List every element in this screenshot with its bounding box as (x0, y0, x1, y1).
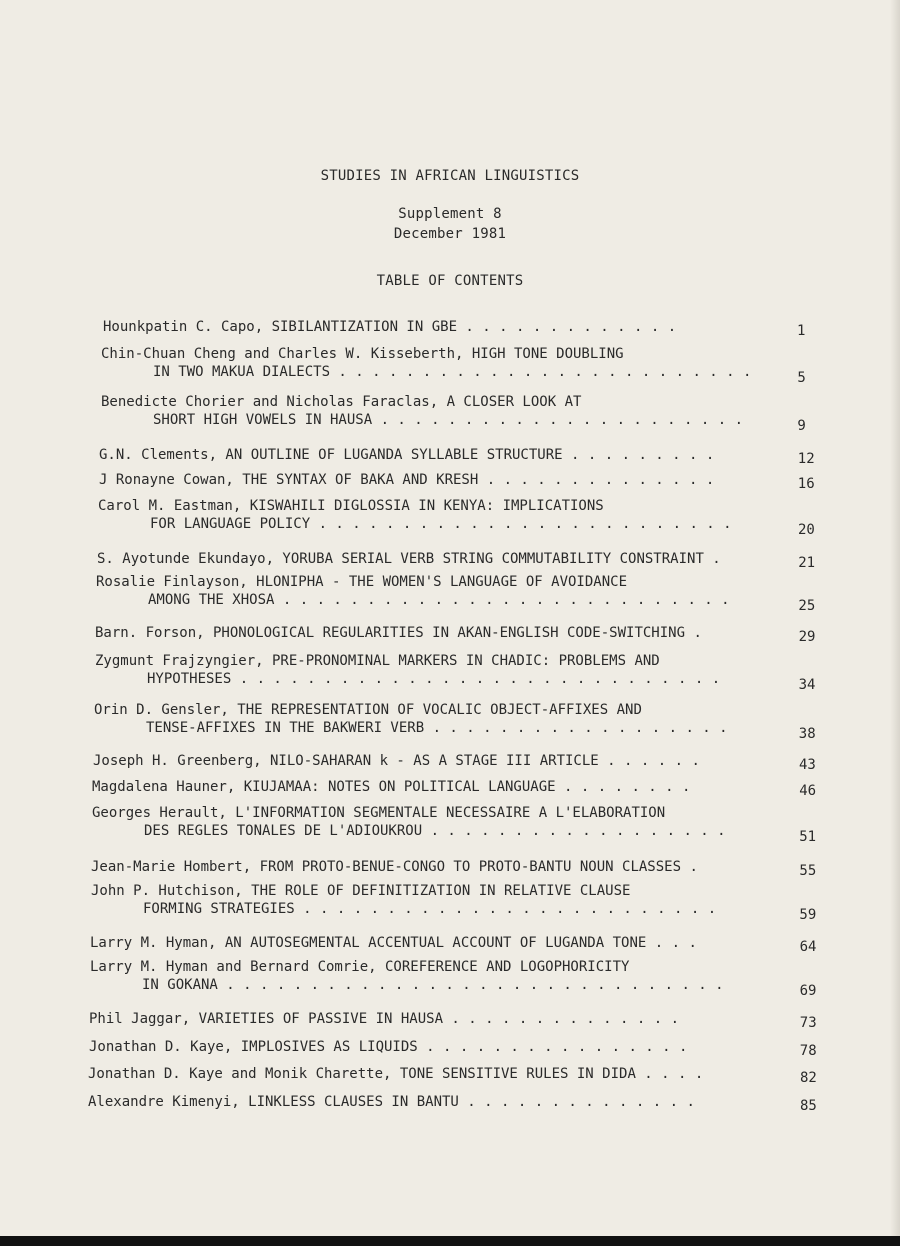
toc-entry (94, 701, 728, 737)
toc-page-number: 46 (799, 783, 817, 799)
toc-entry (101, 345, 751, 381)
toc-entry-title-continued: FOR LANGUAGE POLICY . . . . . . . . . . . . . . . . . . . . . . . . . (150, 516, 732, 532)
toc-entry-title-continued: DES REGLES TONALES DE L'ADIOUKROU . . . . . . . . . . . . . . . . . . (144, 823, 726, 839)
issue-date: December 1981 (393, 226, 507, 242)
toc-entry-title-continued: HYPOTHESES . . . . . . . . . . . . . . . . . . . . . . . . . . . . . (147, 671, 721, 687)
toc-entry (92, 804, 726, 840)
toc-entry-title: Chin-Chuan Cheng and Charles W. Kisseberth, HIGH TONE DOUBLING (101, 346, 624, 362)
toc-entry-title-continued: FORMING STRATEGIES . . . . . . . . . . . . . . . . . . . . . . . . . (143, 901, 717, 917)
toc-entry-title: Hounkpatin C. Capo, SIBILANTIZATION IN GBE . . . . . . . . . . . . . (103, 319, 677, 335)
toc-entry (97, 550, 721, 568)
toc-entry (89, 1038, 687, 1056)
toc-entry (90, 934, 697, 952)
toc-page-number: 38 (798, 726, 816, 742)
toc-entry-title: Joseph H. Greenberg, NILO-SAHARAN k - AS A STAGE III ARTICLE . . . . . . (93, 753, 700, 769)
toc-entry-title: Carol M. Eastman, KISWAHILI DIGLOSSIA IN KENYA: IMPLICATIONS (98, 498, 604, 514)
toc-entry-title: Jonathan D. Kaye and Monik Charette, TONE SENSITIVE RULES IN DIDA . . . . (88, 1066, 704, 1082)
toc-entry (95, 652, 720, 688)
toc-entry (98, 497, 732, 533)
supplement-number: Supplement 8 (398, 206, 502, 222)
toc-entry-title: S. Ayotunde Ekundayo, YORUBA SERIAL VERB STRING COMMUTABILITY CONSTRAINT . (97, 551, 721, 567)
toc-entry-title: John P. Hutchison, THE ROLE OF DEFINITIZATION IN RELATIVE CLAUSE (91, 883, 631, 899)
toc-entry-title: G.N. Clements, AN OUTLINE OF LUGANDA SYLLABLE STRUCTURE . . . . . . . . . (99, 447, 715, 463)
toc-page-number: 1 (797, 323, 806, 339)
toc-entry (88, 1093, 695, 1111)
toc-page-number: 69 (799, 983, 817, 999)
toc-page-number: 34 (798, 677, 816, 693)
toc-entry-title-continued: AMONG THE XHOSA . . . . . . . . . . . . . . . . . . . . . . . . . . . (148, 592, 730, 608)
toc-entry (90, 958, 724, 994)
toc-entry-title: Magdalena Hauner, KIUJAMAA: NOTES ON POLITICAL LANGUAGE . . . . . . . . (92, 779, 691, 795)
toc-entry-title-continued: TENSE-AFFIXES IN THE BAKWERI VERB . . . . . . . . . . . . . . . . . . (146, 720, 728, 736)
toc-entry-title: Larry M. Hyman and Bernard Comrie, COREFERENCE AND LOGOPHORICITY (90, 959, 630, 975)
toc-page-number: 85 (800, 1098, 817, 1114)
journal-title: STUDIES IN AFRICAN LINGUISTICS (320, 168, 580, 184)
toc-entry-title: Phil Jaggar, VARIETIES OF PASSIVE IN HAUSA . . . . . . . . . . . . . . (89, 1011, 680, 1027)
toc-page-number: 20 (798, 522, 815, 538)
toc-entry-title: Orin D. Gensler, THE REPRESENTATION OF VOCALIC OBJECT-AFFIXES AND (94, 702, 642, 718)
toc-page-number: 64 (799, 939, 817, 955)
toc-page-number: 78 (799, 1043, 817, 1059)
toc-entry (95, 624, 702, 642)
toc-page-number: 59 (799, 907, 817, 923)
toc-entry (92, 778, 690, 796)
toc-entry-title: Benedicte Chorier and Nicholas Faraclas, A CLOSER LOOK AT (101, 394, 582, 410)
toc-entry (103, 318, 676, 336)
toc-entry (88, 1065, 703, 1083)
toc-entry (96, 573, 730, 609)
toc-page-number: 51 (799, 829, 817, 845)
toc-page-number: 5 (797, 370, 806, 386)
scan-border (0, 1236, 900, 1246)
toc-page-number: 82 (800, 1070, 817, 1086)
toc-page-number: 9 (797, 418, 806, 434)
toc-entry-title-continued: IN TWO MAKUA DIALECTS . . . . . . . . . . . . . . . . . . . . . . . . . (153, 364, 752, 380)
toc-entry-title: Alexandre Kimenyi, LINKLESS CLAUSES IN BANTU . . . . . . . . . . . . . . (88, 1094, 695, 1110)
toc-heading: TABLE OF CONTENTS (376, 273, 524, 289)
toc-entry (101, 393, 743, 429)
toc-entry-title-continued: SHORT HIGH VOWELS IN HAUSA . . . . . . . . . . . . . . . . . . . . . . (153, 412, 744, 428)
toc-page-number: 55 (799, 863, 817, 879)
toc-page-number: 12 (797, 451, 815, 467)
toc-entry (99, 471, 714, 489)
toc-page-number: 43 (799, 757, 816, 773)
toc-entry-title: Georges Herault, L'INFORMATION SEGMENTALE NECESSAIRE A L'ELABORATION (92, 805, 666, 821)
toc-entry-title: Barn. Forson, PHONOLOGICAL REGULARITIES IN AKAN-ENGLISH CODE-SWITCHING . (95, 625, 702, 641)
toc-entry-title: Rosalie Finlayson, HLONIPHA - THE WOMEN'S LANGUAGE OF AVOIDANCE (96, 574, 628, 590)
toc-page-number: 29 (798, 629, 816, 645)
toc-page-number: 16 (797, 476, 815, 492)
toc-entry-title: J Ronayne Cowan, THE SYNTAX OF BAKA AND KRESH . . . . . . . . . . . . . . (99, 472, 715, 488)
toc-page-number: 73 (799, 1015, 817, 1031)
toc-entry (89, 1010, 679, 1028)
toc-entry (91, 858, 698, 876)
toc-entry-title: Larry M. Hyman, AN AUTOSEGMENTAL ACCENTUAL ACCOUNT OF LUGANDA TONE . . . (90, 935, 697, 951)
toc-entry-title-continued: IN GOKANA . . . . . . . . . . . . . . . . . . . . . . . . . . . . . . (142, 977, 724, 993)
toc-entry-title: Jonathan D. Kaye, IMPLOSIVES AS LIQUIDS . . . . . . . . . . . . . . . . (89, 1039, 688, 1055)
table-of-contents (0, 310, 900, 1130)
toc-entry (99, 446, 714, 464)
toc-page-number: 25 (798, 598, 816, 614)
toc-entry (93, 752, 700, 770)
toc-entry (91, 882, 716, 918)
toc-entry-title: Jean-Marie Hombert, FROM PROTO-BENUE-CONGO TO PROTO-BANTU NOUN CLASSES . (91, 859, 698, 875)
toc-page-number: 21 (798, 555, 816, 571)
toc-entry-title: Zygmunt Frajzyngier, PRE-PRONOMINAL MARKERS IN CHADIC: PROBLEMS AND (95, 653, 660, 669)
